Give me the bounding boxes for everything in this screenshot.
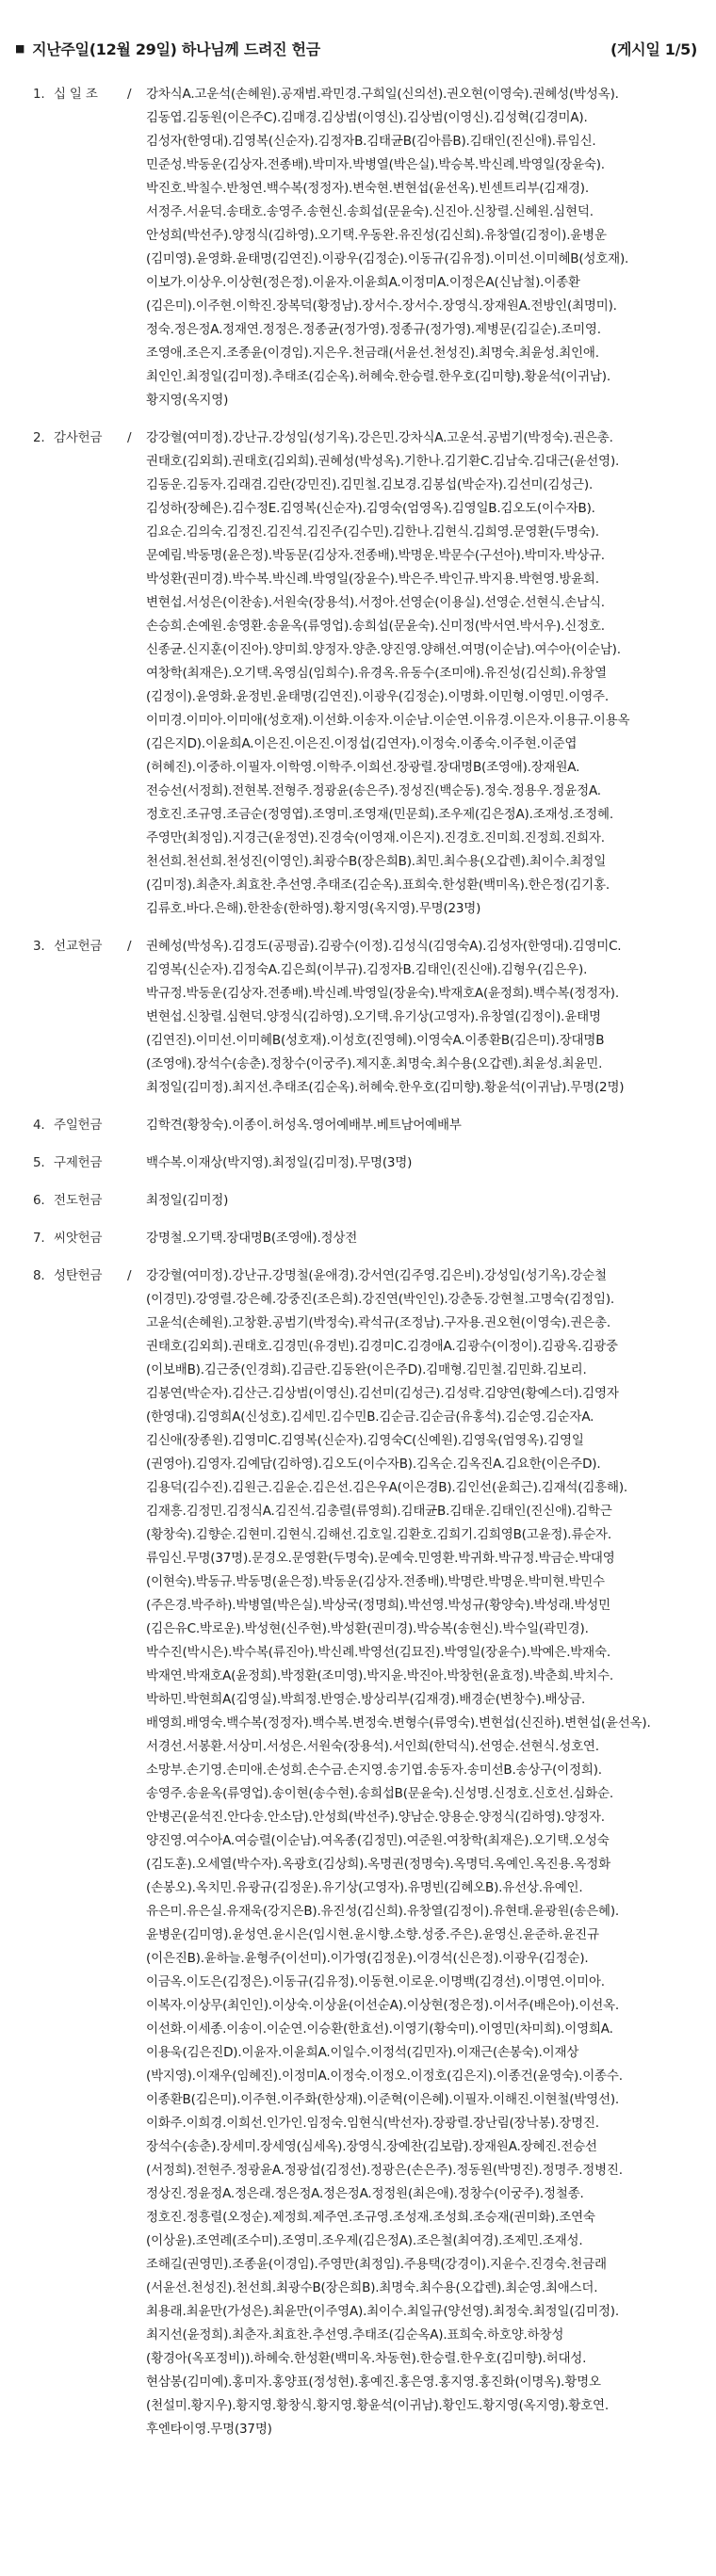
- donor-line: (김은미).이주현.이학진.장복덕(황정남).장서수.장서수.장영식.장재원A.전방인(최명미).: [146, 298, 617, 314]
- donor-line: 강강혈(여미정).강난규.강명철(윤애경).강서연(김주영.김은비).강성임(성기옥).강순철: [146, 1268, 607, 1283]
- donor-line: 이용욱(김은진D).이윤자.이윤희A.이일수.이정석(김민자).이재근(손봉숙).이재상: [146, 2045, 579, 2060]
- donor-line: (김미정).최춘자.최효찬.추선영.추태조(김순옥).표희숙.한성환(백미옥).한은정(김기홍.: [146, 877, 610, 893]
- donor-line: (서윤선.천성진).천선희.최광수B(장은희B).최명숙.최수용(오갑렌).최순영.최애스더.: [146, 2280, 598, 2295]
- donor-line: (이상윤).조연례(조수미).조영미.조우제(김은정A).조은철(최여경).조제민.조재성.: [146, 2233, 583, 2248]
- donor-line: (주은경.박주하).박병열(박은실).박상국(정명희).박선영.박성규(황양숙).박성래.박성민: [146, 1598, 610, 1613]
- donor-line: (한영대).김영희A(신성호).김세민.김수민B.김순금.김순금(유홍석).김순영.김순자A.: [146, 1409, 594, 1425]
- donor-line: 안병곤(윤석진.안다송.안소담).안성희(박선주).양남순.양용순.양정식(김하영).양정자.: [146, 1810, 605, 1825]
- donor-line: 송영주.송윤옥(류영업).송이현(송수현).송희섭B(문윤숙).신성명.신정호.신호선.심화순.: [146, 1786, 613, 1801]
- donor-line: 이보가.이상우.이상현(정은정).이윤자.이윤희A.이정미A.이정은A(신남철).이종환: [146, 275, 580, 290]
- offering-section: [13, 1189, 703, 1213]
- donor-line: (김미영).윤영화.윤태명(김연진).이광우(김정순).이동규(김유정).이미선.이미혜B(성호재).: [146, 251, 629, 266]
- donor-line: 고윤석(손혜원).고창환.공범기(박정숙).곽석규(조정남).구자용.권오현(이영숙).권은총.: [146, 1315, 610, 1330]
- donor-line: 윤병운(김미영).윤성연.윤시은(임시현.윤시향.소향.성중.주은).윤영신.윤준하.윤진규: [146, 1927, 599, 1942]
- donor-line: (손봉오).옥치민.유광규(김정운).유기상(고영자).유명빈(김혜오B).유선상.유예인.: [146, 1880, 583, 1895]
- donor-line: 이미경.이미아.이미애(성호재).이선화.이송자.이순남.이순연.이유경.이은자.이용규.이용옥: [146, 713, 630, 728]
- section-number: 3.: [33, 939, 45, 954]
- donor-line: 양진영.여수아A.여승렬(이순남).여옥종(김정민).여준원.여창학(최재은).오기택.오성숙: [146, 1833, 610, 1848]
- donor-line: 박진호.박칠수.반청연.백수복(정정자).변숙현.변현섭(윤선옥).빈센트리부(김재경).: [146, 181, 589, 196]
- donor-line: 문예림.박동명(윤은정).박동문(김상자.전종배).박명운.박문수(구선아).박미자.박상규.: [146, 548, 605, 563]
- donor-line: 이종환B(김은미).이주현.이주화(한상재).이준혁(이은혜).이필자.이해진.이현철(박영선).: [146, 2092, 619, 2107]
- posted-date: (게시일 1/5): [610, 40, 697, 58]
- donor-line: (천설미.황지우).황지영.황창식.황지영.황윤석(이귀남).황인도.황지영(옥지영).황호연.: [146, 2398, 609, 2413]
- donor-line: (이보배B).김근중(인경희).김금란.김동완(이은주D).김매형.김민철.김민화.김보리.: [146, 1362, 587, 1377]
- section-name: 구제헌금: [54, 1155, 103, 1170]
- donor-line: (허혜진).이중하.이필자.이학영.이학주.이희선.장광렬.장대명B(조영애).장재원A.: [146, 760, 580, 775]
- donor-line: (조영애).장석수(송춘).정창수(이궁주).제지훈.최명숙.최수용(오갑렌).최윤성.최윤민.: [146, 1056, 603, 1071]
- section-label: [13, 83, 146, 412]
- donor-line: 김요순.김의숙.김정진.김진석.김진주(김수민).김한나.김현식.김희영.문영환(두명숙).: [146, 524, 599, 539]
- donor-line: 신종균.신지훈(이진아).양미희.양정자.양춘.양진영.양해선.여명(이순남).여수아(이순남).: [146, 642, 621, 657]
- donor-line: 민준성.박동운(김상자.전종배).박미자.박병열(박은실).박승복.박신례.박영일(장윤숙).: [146, 157, 605, 172]
- donor-line: 손승희.손예원.송영환.송윤옥(류영업).송희섭(문윤숙).신미정(박서연.박서우).신정호.: [146, 619, 605, 634]
- donor-line: 여창학(최재은).오기택.옥영심(임희수).유경옥.유동수(조미애).유진성(김신희).유창열: [146, 666, 607, 681]
- section-name: 선교헌금: [54, 939, 103, 954]
- section-separator: [127, 1227, 138, 1250]
- donor-line: 서경선.서봉환.서상미.서성은.서원숙(장용석).서인희(한덕식).선영순.선현식.성호연.: [146, 1739, 599, 1754]
- section-number: 8.: [33, 1268, 45, 1283]
- donor-line: 권혜성(박성옥).김경도(공평곱).김광수(이정).김성식(김영숙A).김성자(한영대).김영미C.: [146, 939, 622, 954]
- section-separator: /: [127, 430, 132, 445]
- donor-line: 최정일(김미정): [146, 1193, 229, 1208]
- section-name: 감사헌금: [54, 430, 103, 445]
- donor-line: (황창숙).김향순.김현미.김현식.김해선.김호일.김환호.김희기.김희영B(고윤정).류순자.: [146, 1527, 611, 1542]
- donor-line: (황경아(옥포정비)).하혜숙.한성환(백미옥.차동현).한승렬.한우호(김미향).허대성.: [146, 2351, 587, 2366]
- donor-line: 천선희.천선희.천성진(이영인).최광수B(장은희B).최민.최수용(오갑렌).최이수.최정일: [146, 854, 607, 869]
- offering-list: [13, 83, 703, 2441]
- donor-line: 배영희.배영숙.백수복(정정자).백수복.변정숙.변형수(류영숙).변현섭(신진하).변현섭(윤선옥).: [146, 1715, 651, 1731]
- section-name: 십 일 조: [54, 87, 98, 102]
- donor-line: 정호진.정흥렬(오정순).제정희.제주연.조규영.조성재.조성희.조승재(권미화).조연숙: [146, 2210, 595, 2225]
- donor-line: 소망부.손기영.손미애.손성희.손수금.손지영.송기엽.송동자.송미선B.송상구(이정희).: [146, 1763, 602, 1778]
- donor-list: [146, 1264, 702, 2441]
- section-label: [13, 1114, 146, 1137]
- donor-line: 박하민.박현희A(김영실).박희정.반영순.방상리부(김재경).배경순(변창수).배상금.: [146, 1692, 586, 1707]
- donor-line: 김신애(장종원).김영미C.김영복(신순자).김영숙C(신예원).김영욱(엄영옥).김영일: [146, 1433, 584, 1448]
- section-label: [13, 1264, 146, 2441]
- section-name: 씨앗헌금: [54, 1231, 103, 1246]
- section-number: 6.: [33, 1193, 45, 1208]
- offering-section: [13, 1151, 703, 1175]
- donor-line: 김성하(장혜은).김수정E.김영복(신순자).김영숙(엄영옥).김영일B.김오도(이수자B).: [146, 501, 595, 516]
- section-number: 7.: [33, 1231, 45, 1246]
- donor-line: 최인인.최정일(김미정).추태조(김순옥).허혜숙.한승렬.한우호(김미향).황윤석(이귀남).: [146, 369, 610, 384]
- section-number: 1.: [33, 87, 45, 102]
- section-name: 성탄헌금: [54, 1268, 103, 1283]
- section-separator: /: [127, 87, 132, 102]
- bulletin-header: [13, 36, 703, 60]
- donor-line: 김학견(황창숙).이종이.허성옥.영어예배부.베트남어예배부: [146, 1118, 462, 1133]
- donor-line: (김도훈).오세열(박수자).옥광호(김상희).옥명권(정명숙).옥명덕.옥예인.옥진용.옥정화: [146, 1857, 610, 1872]
- donor-line: 유은미.유은실.유재욱(강지은B).유진성(김신희).유창열(김정이).유현태.윤광원(송은혜).: [146, 1904, 619, 1919]
- section-name: 주일헌금: [54, 1118, 103, 1133]
- section-number: 4.: [33, 1118, 45, 1133]
- donor-line: 황지영(옥지영): [146, 393, 229, 408]
- section-label: [13, 1189, 146, 1213]
- donor-line: 박규정.박동운(김상자.전종배).박신례.박영일(장윤숙).박재호A(윤정희).백수복(정정자).: [146, 986, 619, 1001]
- donor-line: 강강혈(여미정).강난규.강성임(성기옥).강은민.강차식A.고운석.공범기(박정숙).권은총.: [146, 430, 613, 445]
- donor-line: 주영만(최정임).지경근(윤정연).진경숙(이영재.이은지).진경호.진미희.진정희.진희자.: [146, 830, 605, 845]
- donor-list: [146, 1227, 702, 1250]
- offering-section: [13, 1114, 703, 1137]
- donor-line: 최정일(김미정).최지선.추태조(김순옥).허혜숙.한우호(김미향).황윤석(이귀남).무명(2명): [146, 1080, 625, 1095]
- offering-section: [13, 83, 703, 412]
- donor-line: 강차식A.고운석(손혜원).공재범.곽민경.구희일(신의선).권오현(이영숙).권혜성(박성옥).: [146, 87, 619, 102]
- donor-line: 김성자(한영대).김영복(신순자).김정자B.김태균B(김아름B).김태인(진신애).류임신.: [146, 134, 596, 149]
- donor-line: 이복자.이상무(최인인).이상숙.이상윤(이선순A).이상현(정은정).이서주(배은아).이선옥.: [146, 1998, 619, 2013]
- section-number: 2.: [33, 430, 45, 445]
- donor-line: 강명철.오기택.장대명B(조영애).정상전: [146, 1231, 358, 1246]
- donor-line: 김용덕(김수진).김원근.김윤순.김은선.김은우A(이은경B).김인선(윤희근).김재석(김흥해).: [146, 1480, 628, 1495]
- donor-line: 변현섭.신창렬.심현덕.양정식(김하영).오기택.유기상(고영자).유창열(김정이).윤태명: [146, 1009, 601, 1024]
- donor-line: 김영복(신순자).김정숙A.김은희(이부규).김정자B.김태인(진신애).김형우(김은우).: [146, 962, 588, 977]
- donor-line: 박재연.박재호A(윤정희).박정환(조미영).박지윤.박진아.박창헌(윤효정).박춘희.박치수.: [146, 1668, 613, 1683]
- donor-line: 안성희(박선주).양정식(김하영).오기택.우동완.유진성(김신희).유창열(김정이).윤병운: [146, 228, 607, 243]
- section-separator: [127, 1189, 138, 1213]
- donor-line: 김동엽.김동원(이은주C).김매경.김상범(이영신).김상범(이영신).김성혁(김경미A).: [146, 110, 588, 125]
- donor-line: 조해길(권영민).조종윤(이경임).주영만(최정임).주용택(강경이).지윤수.진경숙.천금래: [146, 2257, 607, 2272]
- section-number: 5.: [33, 1155, 45, 1170]
- donor-line: (이경민).강영렬.강은혜.강중진(조은희).강진연(박인인).강춘동.강현철.고명숙(김정임).: [146, 1292, 615, 1307]
- donor-line: (김은유C.박로운).박성현(신주현).박성환(권미경).박승복(송현신).박수일(곽민경).: [146, 1621, 589, 1636]
- donor-line: 전승선(서정희).전현복.전형주.정광윤(송은주).정성진(백순동).정숙.정용우.정윤정A.: [146, 783, 601, 798]
- donor-line: 박수진(박시은).박수복(류진아).박신례.박영선(김묘진).박영일(장윤수).박예은.박재숙.: [146, 1645, 610, 1660]
- donor-line: (김정이).윤영화.윤정빈.윤태명(김연진).이광우(김정순).이명화.이민형.이영민.이영주.: [146, 689, 609, 704]
- donor-line: (김연진).이미선.이미혜B(성호재).이성호(진영혜).이영숙A.이종환B(김은미).장대명B: [146, 1033, 605, 1048]
- donor-line: 정상진.정윤정A.정은래.정은정A.정은정A.정정원(최은애).정창수(이궁주).정철종.: [146, 2186, 584, 2201]
- offering-section: [13, 1227, 703, 1250]
- section-label: [13, 935, 146, 1100]
- donor-line: 이화주.이희경.이희선.인가인.임정숙.임현식(박선자).장광렬.장난림(장낙봉).장명진.: [146, 2116, 599, 2131]
- square-bullet-icon: ■: [15, 41, 25, 55]
- section-separator: /: [127, 939, 132, 954]
- section-label: [13, 427, 146, 921]
- donor-line: (김은지D).이윤희A.이은진.이은진.이정섭(김연자).이정숙.이종숙.이주현.이준엽: [146, 736, 578, 751]
- donor-line: 김재흥.김정민.김정식A.김진석.김총렬(류영희).김태균B.김태운.김태인(진신애).김학근: [146, 1504, 612, 1519]
- donor-line: 백수복.이재상(박지영).최정일(김미정).무명(3명): [146, 1155, 413, 1170]
- section-name: 전도헌금: [54, 1193, 103, 1208]
- offering-section: [13, 935, 703, 1100]
- donor-line: 변현섭.서성은(이찬송).서원숙(장용석).서정아.선영순(이용실).선영순.선현식.손남식.: [146, 595, 605, 610]
- donor-line: 최지선(윤정희).최춘자.최효찬.추선영.추태조(김순옥A).표희숙.하호양.하창성: [146, 2327, 564, 2343]
- donor-line: 정숙.정은정A.정재연.정정은.정종균(정가영).정종규(정가영).제병문(김길순).조미영.: [146, 322, 601, 337]
- donor-line: 현삼봉(김미예).홍미자.홍양표(정성현).홍예진.홍은영.홍지영.홍진화(이명옥).황명오: [146, 2375, 601, 2390]
- donor-line: 권태호(김외희).권태호.김경민(유경빈).김경미C.김경애A.김광수(이정이).김광옥.김광중: [146, 1339, 618, 1354]
- donor-line: 김봉연(박순자).김산근.김상범(이영신).김선미(김성근).김성락.김양연(황예스더).김영자: [146, 1386, 619, 1401]
- donor-list: [146, 83, 702, 412]
- donor-line: 김류호.바다.은해).한찬송(한하영).황지영(옥지영).무명(23명): [146, 901, 481, 916]
- donor-line: 김동운.김동자.김래겸.김란(강민진).김민철.김보경.김봉섭(박순자).김선미(김성근).: [146, 477, 594, 492]
- section-label: [13, 1151, 146, 1175]
- donor-line: (권영아).김영자.김예담(김하영).김오도(이수자B).김옥순.김옥진A.김요한(이은주D).: [146, 1457, 601, 1472]
- section-separator: [127, 1114, 138, 1137]
- donor-line: 류임신.무명(37명).문경오.문영환(두명숙).문예숙.민영환.박귀화.박규정.박금순.박대영: [146, 1551, 615, 1566]
- donor-line: 후엔타이영.무명(37명): [146, 2422, 272, 2437]
- donor-line: 장석수(송춘).장세미.장세영(심세옥).장영식.장예찬(김보람).장재원A.장혜진.전승선: [146, 2139, 597, 2154]
- donor-list: [146, 1114, 702, 1137]
- donor-list: [146, 935, 702, 1100]
- donor-line: (서정희).전현주.정광윤A.정광섭(김정선).정광은(손은주).정동원(박명진).정명주.정병진.: [146, 2163, 623, 2178]
- donor-line: 권태호(김외희).권태호(김외희).권혜성(박성옥).기한나.김기환C.김남숙.김대근(윤선영).: [146, 454, 620, 469]
- section-label: [13, 1227, 146, 1250]
- section-separator: [127, 1151, 138, 1175]
- donor-line: 서정주.서윤덕.송태호.송영주.송현신.송희섭(문윤숙).신진아.신창렬.신혜원.심현덕.: [146, 204, 594, 219]
- offering-section: [13, 1264, 703, 2441]
- donor-line: 이선화.이세종.이송이.이순연.이승환(한효선).이영기(황숙미).이영민(차미희).이영희A.: [146, 2021, 613, 2037]
- donor-list: [146, 1151, 702, 1175]
- donor-line: 정호진.조규영.조금순(정영엽).조영미.조영재(민문희).조우제(김은정A).조재성.조정혜.: [146, 807, 613, 822]
- header-title: 지난주일(12월 29일) 하나님께 드려진 헌금: [32, 40, 320, 58]
- donor-line: (이은진B).윤하늘.윤형주(이선미).이가영(김정운).이경석(신은정).이광우(김정순).: [146, 1951, 589, 1966]
- donor-line: (이현숙).박동규.박동명(윤은정).박동운(김상자.전종배).박명란.박명운.박미현.박민수: [146, 1574, 605, 1589]
- section-separator: /: [127, 1268, 132, 1283]
- donor-line: 최용래.최윤만(가성은).최윤만(이주영A).최이수.최일규(양선영).최정숙.최정일(김미정).: [146, 2304, 619, 2319]
- donor-line: (박지영).이재우(임혜진).이정미A.이정숙.이정오.이정호(김은지).이종건(윤영숙).이종수.: [146, 2069, 623, 2084]
- donor-line: 박성환(권미경).박수복.박신례.박영일(장윤수).박은주.박인규.박지용.박현영.방윤희.: [146, 572, 599, 587]
- offering-section: [13, 427, 703, 921]
- donor-line: 이금옥.이도은(김정은).이동규(김유정).이동현.이로운.이명백(김경선).이명연.이미아.: [146, 1974, 605, 1989]
- donor-line: 조영애.조은지.조종윤(이경임).지은우.천금래(서윤선.천성진).최명숙.최윤성.최인애.: [146, 346, 599, 361]
- donor-list: [146, 427, 702, 921]
- donor-list: [146, 1189, 702, 1213]
